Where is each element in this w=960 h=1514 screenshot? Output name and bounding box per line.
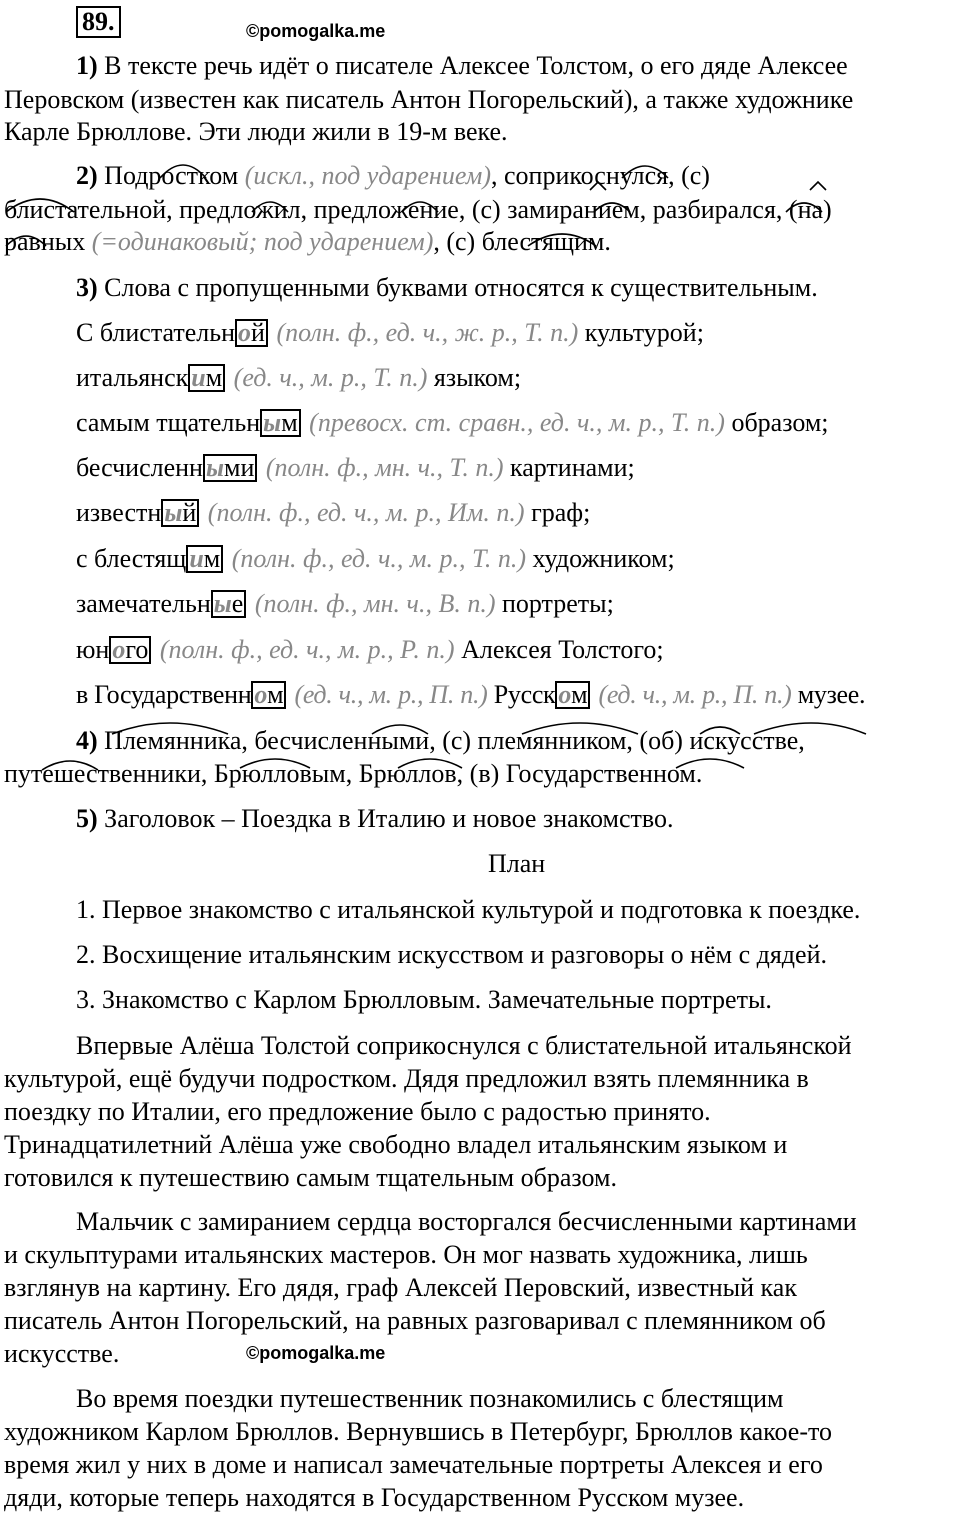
row-note: (полн. ф., ед. ч., м. р., Р. п.) bbox=[159, 635, 455, 664]
row-stem: замечательн bbox=[76, 589, 211, 618]
row-note: (превосх. ст. сравн., ед. ч., м. р., Т. п.) bbox=[309, 408, 725, 437]
p3-number: 3) bbox=[76, 273, 98, 302]
suffix-caret-2 bbox=[810, 182, 826, 190]
text-p2-line1: Мальчик с замиранием сердца восторгался бесчисленными картинами bbox=[76, 1207, 857, 1236]
p4-line1 bbox=[76, 725, 805, 757]
row-stem: бесчисленн bbox=[76, 453, 203, 482]
plan-item-1: 1. Первое знакомство с итальянской культурой и подготовка к поездке. bbox=[76, 895, 861, 924]
row-stem: с блестящ bbox=[76, 544, 187, 573]
p1-line3: Карле Брюллове. Эти люди жили в 19-м веке. bbox=[4, 117, 508, 146]
p2-word1: Подростком bbox=[104, 161, 239, 190]
p3-row bbox=[76, 497, 590, 529]
row-note-2: (ед. ч., м. р., П. п.) bbox=[598, 680, 792, 709]
ending-rest: е bbox=[231, 589, 244, 618]
watermark-middle: ©pomogalka.me bbox=[246, 1343, 386, 1363]
p3-intro: Слова с пропущенными буквами относятся к существительным. bbox=[104, 273, 818, 302]
ending-box bbox=[161, 499, 199, 527]
p3-row bbox=[76, 543, 675, 575]
text-p1-line5: готовился к путешествию самым тщательным образом. bbox=[4, 1163, 617, 1192]
p3-row bbox=[76, 407, 829, 439]
p2-word5: , (с) блестящим. bbox=[433, 227, 611, 256]
plan-item-2: 2. Восхищение итальянским искусством и разговоры о нём с дядей. bbox=[76, 940, 827, 969]
ending-letter: о bbox=[238, 318, 252, 347]
row-stem-2: Русск bbox=[493, 680, 556, 709]
row-note: (полн. ф., ед. ч., м. р., Т. п.) bbox=[231, 544, 526, 573]
row-stem: С блистательн bbox=[76, 318, 236, 347]
ending-rest: ми bbox=[224, 453, 255, 482]
row-note: (ед. ч., м. р., П. п.) bbox=[294, 680, 488, 709]
row-stem: итальянск bbox=[76, 363, 189, 392]
ending-box bbox=[211, 590, 247, 618]
p4-number: 4) bbox=[76, 726, 98, 755]
text-p1-line3: поездку по Италии, его предложение было с радостью принято. bbox=[4, 1097, 711, 1126]
row-note: (полн. ф., мн. ч., В. п.) bbox=[254, 589, 496, 618]
row-stem: самым тщательн bbox=[76, 408, 261, 437]
text-p3-line2: художником Карлом Брюллов. Вернувшись в Петербург, Брюллов какое-то bbox=[4, 1417, 833, 1446]
text-p2-line5: искусстве. bbox=[4, 1339, 120, 1368]
p1-number: 1) bbox=[76, 51, 98, 80]
row-noun: культурой; bbox=[584, 318, 704, 347]
ending-letter: и bbox=[191, 363, 206, 392]
ending-letter: ы bbox=[164, 498, 183, 527]
row-stem: известн bbox=[76, 498, 162, 527]
ending-rest-2: м bbox=[571, 680, 588, 709]
watermark-top: ©pomogalka.me bbox=[246, 21, 386, 41]
row-noun: картинами; bbox=[509, 453, 635, 482]
p3-row bbox=[76, 452, 635, 484]
p5-number: 5) bbox=[76, 804, 98, 833]
ending-box bbox=[109, 636, 151, 664]
p4-line2: путешественники, Брюлловым, Брюллов, (в) Государственном. bbox=[4, 759, 703, 788]
ending-letter: ы bbox=[205, 453, 225, 482]
row-note: (полн. ф., мн. ч., Т. п.) bbox=[265, 453, 504, 482]
row-note: (полн. ф., ед. ч., м. р., Им. п.) bbox=[207, 498, 525, 527]
text-p1-line2: культурой, ещё будучи подростком. Дядя предложил взять племянника в bbox=[4, 1064, 809, 1093]
row-noun: языком; bbox=[433, 363, 522, 392]
text-p1-line1: Впервые Алёша Толстой соприкоснулся с блистательной итальянской bbox=[76, 1031, 852, 1060]
row-noun: музее. bbox=[797, 680, 866, 709]
p1-line2: Перовском (известен как писатель Антон Погорельский), а также художнике bbox=[4, 85, 854, 114]
row-note: (полн. ф., ед. ч., ж. р., Т. п.) bbox=[276, 318, 579, 347]
p2-word4: равных bbox=[4, 227, 86, 256]
row-stem: юн bbox=[76, 635, 110, 664]
ending-box bbox=[235, 319, 268, 347]
p4-text1: Племянника, бесчисленными, (с) племянником, (об) искусстве, bbox=[104, 726, 805, 755]
plan-item-3: 3. Знакомство с Карлом Брюлловым. Замечательные портреты. bbox=[76, 985, 772, 1014]
row-noun: образом; bbox=[731, 408, 829, 437]
ending-letter: и bbox=[189, 544, 204, 573]
p3-row bbox=[76, 362, 521, 394]
ending-box-2 bbox=[555, 681, 590, 709]
p1-line1 bbox=[76, 50, 848, 82]
p2-note2: (=одинаковый; под ударением) bbox=[91, 227, 434, 256]
ending-box bbox=[186, 545, 223, 573]
p2-line2: блистательной, предложил, предложение, (с) замиранием, разбирался, (на) bbox=[4, 195, 832, 224]
ending-rest: го bbox=[125, 635, 149, 664]
p2-line3 bbox=[4, 226, 611, 258]
ending-letter-2: о bbox=[558, 680, 572, 709]
ending-box bbox=[251, 681, 286, 709]
text-p3-line4: дяди, которые теперь находятся в Государственном Русском музее. bbox=[4, 1483, 745, 1512]
p5-heading: Заголовок – Поездка в Италию и новое знакомство. bbox=[104, 804, 674, 833]
ending-rest: й bbox=[182, 498, 197, 527]
p3-intro-line bbox=[76, 272, 818, 304]
row-noun: Алексея Толстого; bbox=[461, 635, 664, 664]
ending-rest: м bbox=[205, 363, 223, 392]
p2-number: 2) bbox=[76, 161, 98, 190]
row-noun: граф; bbox=[531, 498, 591, 527]
ending-letter: ы bbox=[263, 408, 282, 437]
text-p3-line3: время жил у них в доме и написал замечательные портреты Алексея и его bbox=[4, 1450, 823, 1479]
ending-letter: о bbox=[254, 680, 268, 709]
exercise-number: 89. bbox=[76, 6, 121, 38]
row-stem: в Государственн bbox=[76, 680, 252, 709]
p1-text1: В тексте речь идёт о писателе Алексее Толстом, о его дяде Алексее bbox=[104, 51, 848, 80]
p2-line1 bbox=[76, 160, 710, 192]
ending-letter: ы bbox=[213, 589, 232, 618]
ending-box bbox=[203, 454, 257, 482]
ending-box bbox=[260, 409, 301, 437]
p3-row bbox=[76, 588, 614, 620]
row-noun: портреты; bbox=[501, 589, 614, 618]
text-p1-line4: Тринадцатилетний Алёша уже свободно владел итальянским языком и bbox=[4, 1130, 788, 1159]
ending-rest: м bbox=[203, 544, 221, 573]
p3-row bbox=[76, 634, 664, 666]
plan-title: План bbox=[488, 849, 546, 878]
text-p2-line4: писатель Антон Погорельский, на равных разговаривал с племянником об bbox=[4, 1306, 826, 1335]
text-p2-line3: взглянув на картину. Его дядя, граф Алексей Перовский, известный как bbox=[4, 1273, 797, 1302]
p3-row bbox=[76, 317, 704, 349]
ending-rest: й bbox=[251, 318, 265, 347]
p2-note1: (искл., под ударением) bbox=[244, 161, 491, 190]
text-p2-line2: и скульптурами итальянских мастеров. Он мог назвать художника, лишь bbox=[4, 1240, 808, 1269]
p3-row-last bbox=[76, 679, 865, 711]
ending-rest: м bbox=[267, 680, 284, 709]
row-note: (ед. ч., м. р., Т. п.) bbox=[233, 363, 428, 392]
ending-rest: м bbox=[281, 408, 298, 437]
ending-box bbox=[188, 364, 225, 392]
row-noun: художником; bbox=[532, 544, 675, 573]
p5-line bbox=[76, 803, 673, 835]
ending-letter: о bbox=[112, 635, 126, 664]
p2-word2: , соприкоснулся, (с) bbox=[490, 161, 710, 190]
text-p3-line1: Во время поездки путешественник познакомились с блестящим bbox=[76, 1384, 784, 1413]
